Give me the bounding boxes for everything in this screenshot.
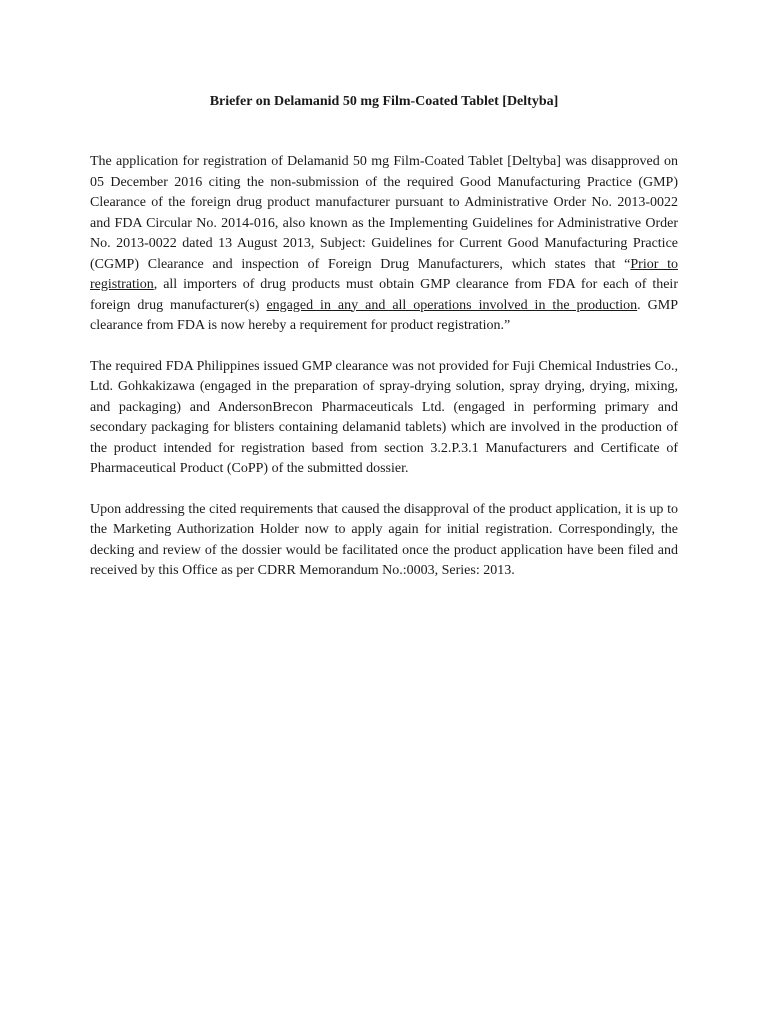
underlined-phrase: engaged in any and all operations involved in the production bbox=[266, 297, 638, 313]
paragraph-text: . GMP clearance from FDA is now hereby a requirement for product registration.” bbox=[90, 297, 678, 333]
paragraph-missing-clearance: The required FDA Philippines issued GMP clearance was not provided for Fuji Chemical Industries Co., Ltd. Gohkakizawa (engaged in the preparation of spray-drying solution, spray drying, drying, mixing, and packaging) and AndersonBrecon Pharmaceuticals Ltd. (engaged in performing primary and secondary packaging for blisters containing delamanid tablets) which are involved in the production of the product intended for registration based from section 3.2.P.3.1 Manufacturers and Certificate of Pharmaceutical Product (CoPP) of the submitted dossier. bbox=[90, 358, 678, 476]
paragraph-text: , all importers of drug products must obtain GMP clearance from FDA for each of their foreign drug manufacturer(s) bbox=[90, 277, 678, 313]
paragraph-disapproval bbox=[90, 152, 678, 337]
paragraph-next-steps: Upon addressing the cited requirements that caused the disapproval of the product application, it is up to the Marketing Authorization Holder now to apply again for initial registration. Correspondingly, the decking and review of the dossier would be facilitated once the product application have been filed and received by this Office as per CDRR Memorandum No.:0003, Series: 2013. bbox=[90, 501, 678, 578]
underlined-phrase: Prior to registration bbox=[90, 256, 678, 292]
document-title: Briefer on Delamanid 50 mg Film-Coated Tablet [Deltyba] bbox=[209, 94, 559, 109]
paragraph-text: The application for registration of Delamanid 50 mg Film-Coated Tablet [Deltyba] was disapproved on 05 December 2016 citing the non-submission of the required Good Manufacturing Practice (GMP) Clearance of the foreign drug product manufacturer pursuant to Administrative Order No. 2013-0022 and FDA Circular No. 2014-016, also known as the Implementing Guidelines for Administrative Order No. 2013-0022 dated 13 August 2013, Subject: Guidelines for Current Good Manufacturing Practice (CGMP) Clearance and inspection of Foreign Drug Manufacturers, which states that “ bbox=[90, 154, 678, 272]
document-page bbox=[90, 92, 678, 582]
